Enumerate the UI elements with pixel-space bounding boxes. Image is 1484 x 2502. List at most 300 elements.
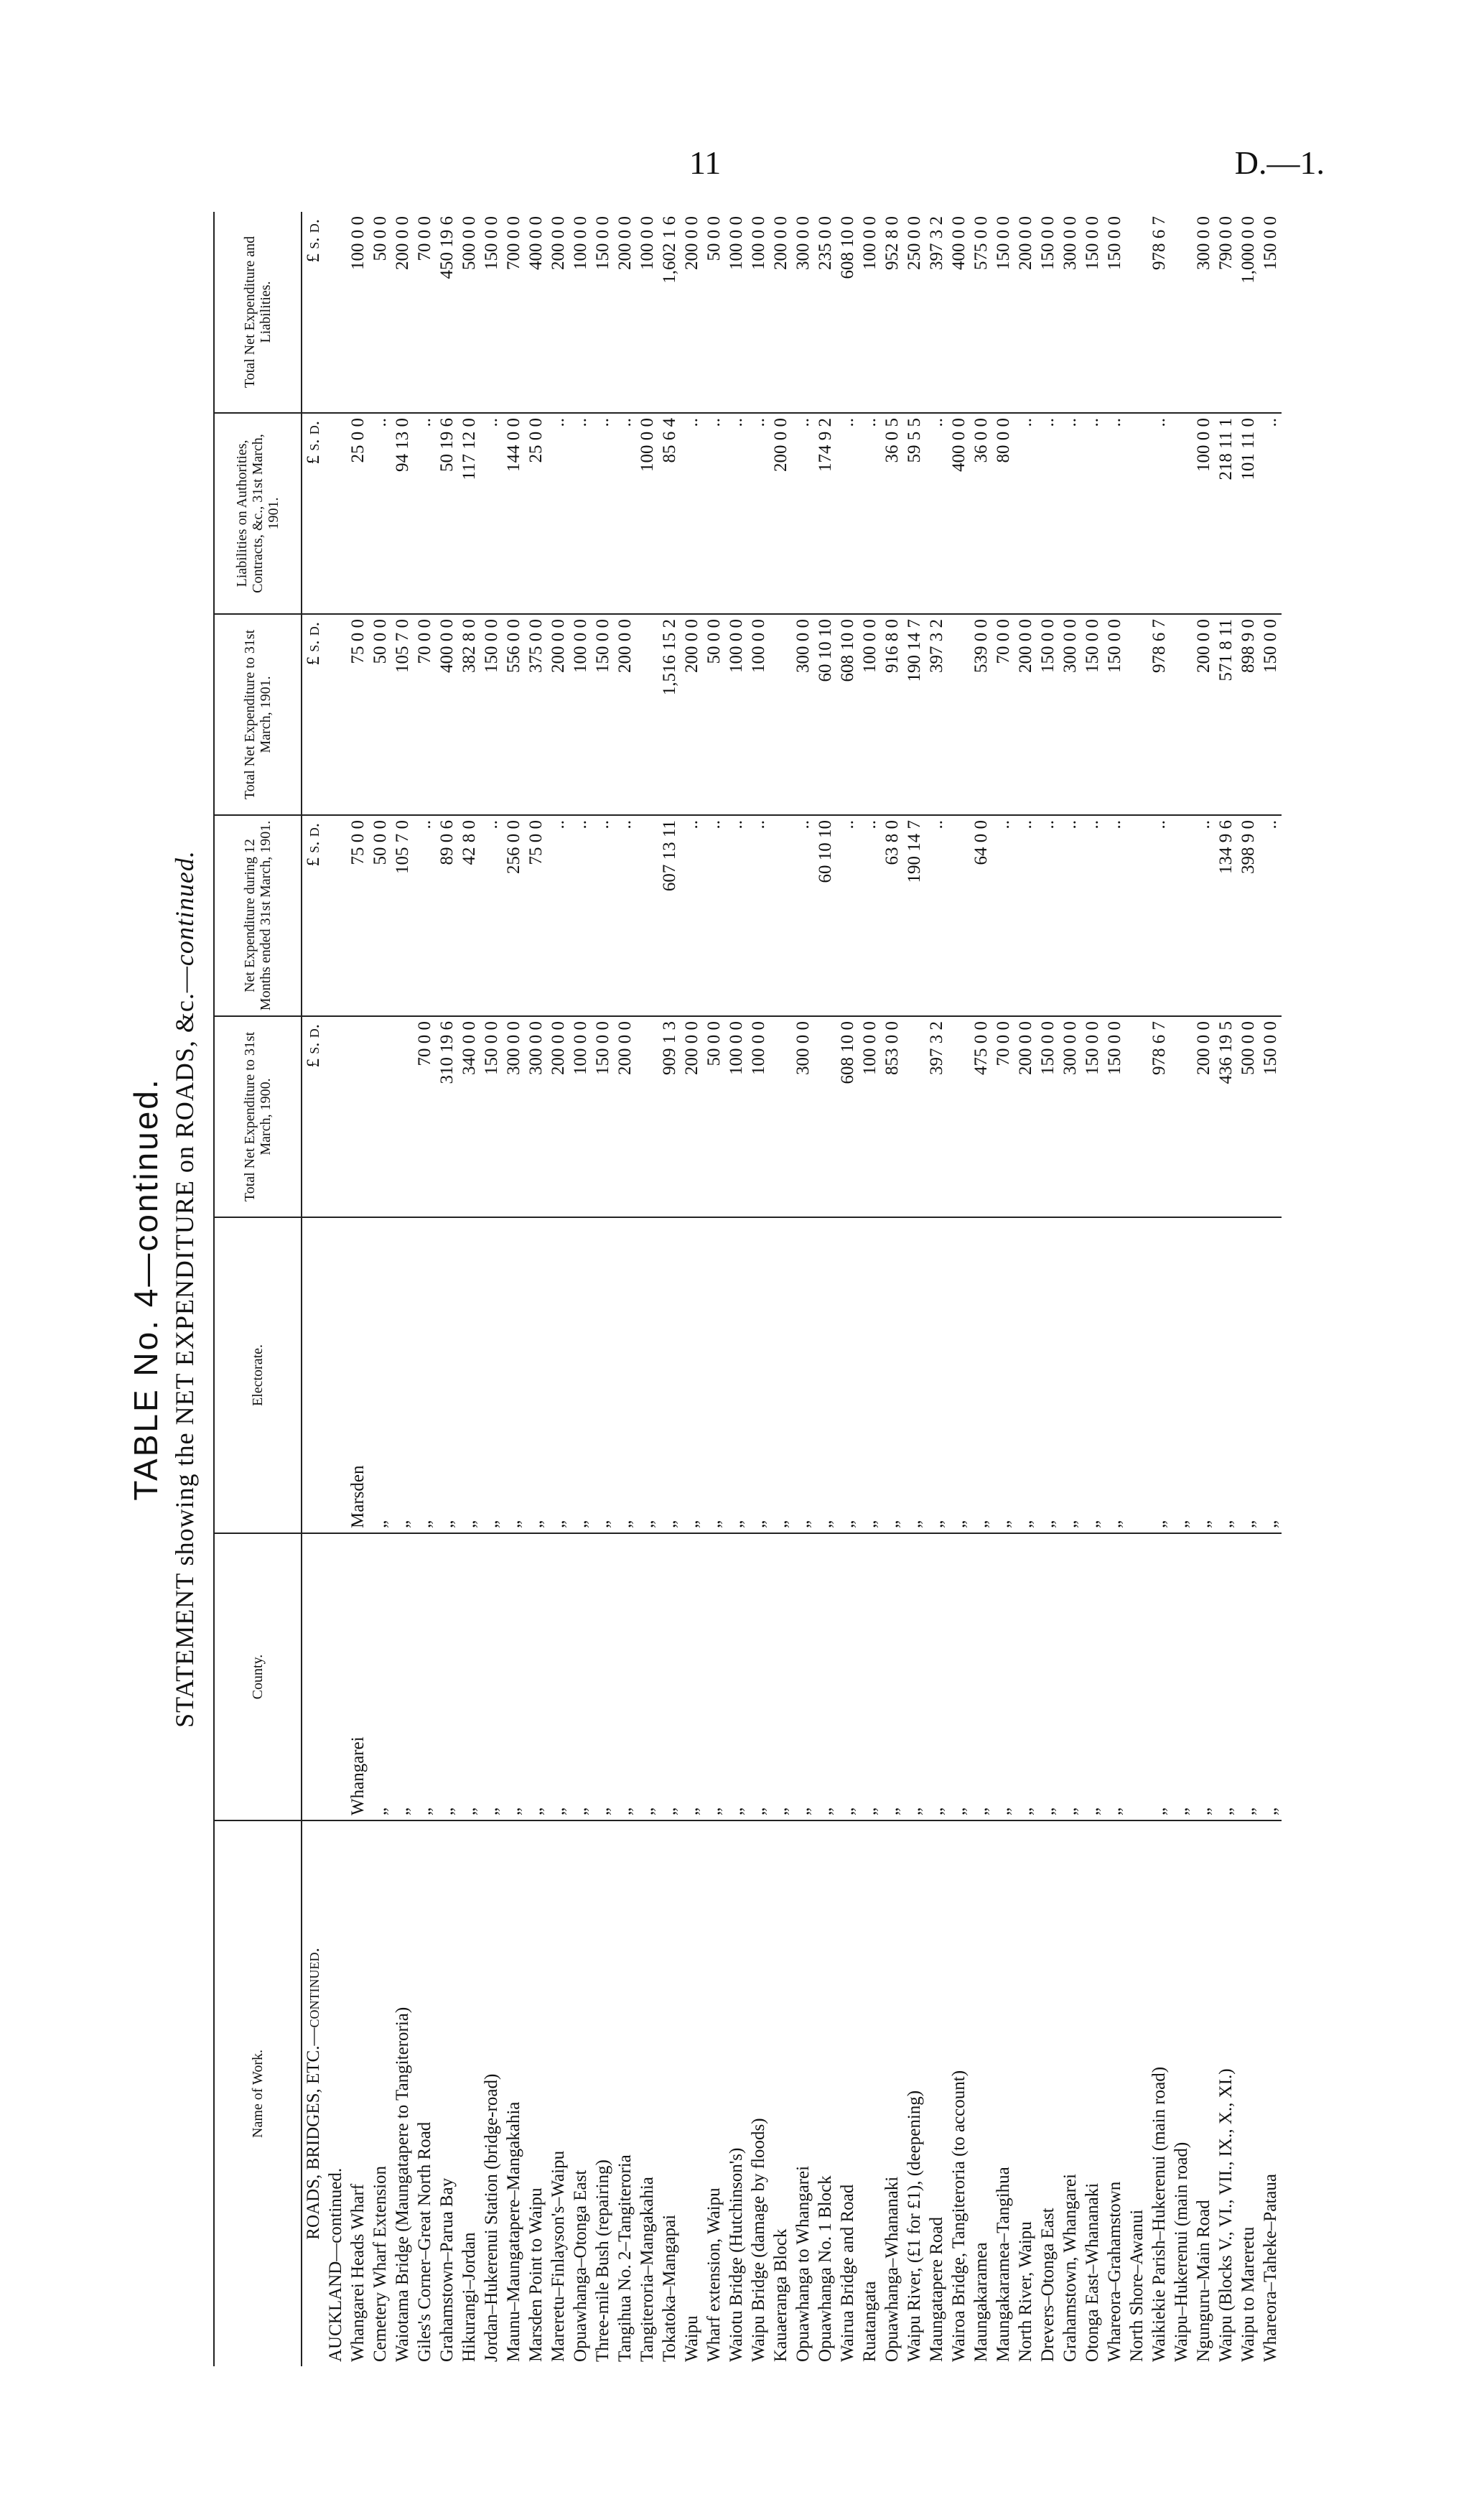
- cell-electorate: „: [948, 1217, 970, 1533]
- table-row: [881, 212, 903, 2366]
- cell-total-1900: 100 0 0: [859, 1016, 881, 1217]
- cell-work-name: Ngunguru–Main Road: [1194, 2200, 1213, 2362]
- section-row: [302, 212, 325, 2366]
- cell-net-12-months: 398 9 0: [1237, 815, 1259, 1016]
- cell-total-1901: [948, 614, 970, 815]
- table-row: [592, 212, 614, 2366]
- cell-total-with-liabilities: 100 0 0: [636, 212, 658, 413]
- cell-liabilities: ..: [1081, 413, 1103, 614]
- cell-net-12-months: ..: [1193, 815, 1215, 1016]
- cell-liabilities: 117 12 0: [458, 413, 480, 614]
- cell-liabilities: ..: [614, 413, 636, 614]
- cell-work-name: Ruatangata: [860, 2281, 879, 2362]
- cell-net-12-months: ..: [480, 815, 503, 1016]
- table-row: [1215, 212, 1237, 2366]
- cell-net-12-months: ..: [569, 815, 592, 1016]
- cell-county: „: [859, 1533, 881, 1820]
- cell-net-12-months: ..: [1259, 815, 1282, 1016]
- table-row: [814, 212, 836, 2366]
- cell-total-1901: [1126, 614, 1148, 815]
- cell-electorate: „: [881, 1217, 903, 1533]
- cell-county: „: [948, 1533, 970, 1820]
- cell-total-with-liabilities: [1126, 212, 1148, 413]
- cell-net-12-months: 190 14 7: [903, 815, 925, 1016]
- cell-total-1901: 556 0 0: [503, 614, 525, 815]
- cell-work-name: Marsden Point to Waipu: [526, 2187, 546, 2362]
- header-county: County.: [214, 1533, 302, 1820]
- cell-electorate: „: [658, 1217, 681, 1533]
- cell-net-12-months: ..: [1081, 815, 1103, 1016]
- cell-total-1900: 100 0 0: [569, 1016, 592, 1217]
- cell-total-1900: 853 0 0: [881, 1016, 903, 1217]
- cell-total-1901: 200 0 0: [547, 614, 569, 815]
- cell-county: „: [547, 1533, 569, 1820]
- cell-total-1901: 100 0 0: [725, 614, 747, 815]
- cell-liabilities: ..: [1259, 413, 1282, 614]
- cell-total-1901: 400 0 0: [436, 614, 458, 815]
- cell-county: „: [458, 1533, 480, 1820]
- cell-total-1900: 150 0 0: [1103, 1016, 1126, 1217]
- table-row: [948, 212, 970, 2366]
- cell-total-with-liabilities: [1170, 212, 1193, 413]
- cell-liabilities: 36 0 5: [881, 413, 903, 614]
- cell-liabilities: ..: [681, 413, 703, 614]
- cell-work-name: Whangarei Heads Wharf: [348, 2183, 368, 2362]
- cell-electorate: „: [1148, 1217, 1170, 1533]
- cell-net-12-months: ..: [1103, 815, 1126, 1016]
- cell-work-name: Waipu–Hukerenui (main road): [1172, 2141, 1191, 2362]
- cell-total-with-liabilities: 300 0 0: [1059, 212, 1081, 413]
- cell-work-name: Tangihua No. 2–Tangiteroria: [615, 2154, 635, 2362]
- cell-total-with-liabilities: 235 0 0: [814, 212, 836, 413]
- cell-total-with-liabilities: 952 8 0: [881, 212, 903, 413]
- expenditure-table: [213, 212, 1282, 2366]
- cell-total-1901: 898 9 0: [1237, 614, 1259, 815]
- cell-total-with-liabilities: 150 0 0: [992, 212, 1014, 413]
- cell-work-name: Kauaeranga Block: [771, 2228, 790, 2362]
- cell-work-name: Maungakaramea: [971, 2242, 991, 2362]
- header-row: [214, 212, 302, 2366]
- cell-total-1900: 100 0 0: [725, 1016, 747, 1217]
- cell-county: „: [592, 1533, 614, 1820]
- cell-electorate: „: [569, 1217, 592, 1533]
- cell-total-1900: 300 0 0: [503, 1016, 525, 1217]
- cell-liabilities: [1126, 413, 1148, 614]
- cell-total-with-liabilities: 300 0 0: [1193, 212, 1215, 413]
- lsd-heading: £ s. d.: [302, 815, 325, 1016]
- cell-electorate: „: [859, 1217, 881, 1533]
- table-row: [480, 212, 503, 2366]
- cell-work-name: Jordan–Hukerenui Station (bridge-road): [482, 2073, 501, 2362]
- cell-work-name: Whareora–Grahamstown: [1105, 2181, 1124, 2362]
- cell-county: „: [436, 1533, 458, 1820]
- cell-work-name: Whareora–Taheke–Pataua: [1261, 2174, 1280, 2362]
- cell-work-name: Grahamstown, Whangarei: [1060, 2174, 1080, 2362]
- cell-county: „: [1103, 1533, 1126, 1820]
- cell-net-12-months: ..: [1037, 815, 1059, 1016]
- cell-total-1901: 200 0 0: [681, 614, 703, 815]
- cell-total-1901: 150 0 0: [592, 614, 614, 815]
- cell-total-with-liabilities: 50 0 0: [703, 212, 725, 413]
- cell-electorate: „: [480, 1217, 503, 1533]
- cell-work-name: Opuawhanga–Whananaki: [882, 2176, 902, 2362]
- cell-county: „: [480, 1533, 503, 1820]
- cell-total-with-liabilities: 100 0 0: [725, 212, 747, 413]
- cell-county: „: [681, 1533, 703, 1820]
- cell-total-1900: 50 0 0: [703, 1016, 725, 1217]
- cell-county: „: [770, 1533, 792, 1820]
- table-row: [747, 212, 770, 2366]
- cell-liabilities: [1170, 413, 1193, 614]
- cell-net-12-months: 42 8 0: [458, 815, 480, 1016]
- cell-electorate: „: [1215, 1217, 1237, 1533]
- cell-total-with-liabilities: 150 0 0: [1259, 212, 1282, 413]
- cell-total-1900: 70 0 0: [414, 1016, 436, 1217]
- cell-net-12-months: ..: [992, 815, 1014, 1016]
- cell-total-with-liabilities: 100 0 0: [569, 212, 592, 413]
- cell-county: „: [1081, 1533, 1103, 1820]
- table-row: [1014, 212, 1037, 2366]
- cell-total-1900: 300 0 0: [525, 1016, 547, 1217]
- section-label: ROADS, BRIDGES, ETC.—continued.: [304, 1948, 323, 2240]
- cell-total-1901: 150 0 0: [1037, 614, 1059, 815]
- cell-total-with-liabilities: 700 0 0: [503, 212, 525, 413]
- cell-total-1900: 436 19 5: [1215, 1016, 1237, 1217]
- cell-work-name: Maungakaramea–Tangihua: [994, 2167, 1013, 2362]
- cell-total-1901: 150 0 0: [1103, 614, 1126, 815]
- page-number: 11: [689, 144, 722, 181]
- cell-total-1900: 475 0 0: [970, 1016, 992, 1217]
- cell-county: „: [925, 1533, 948, 1820]
- cell-work-name: Drevers–Otonga East: [1038, 2208, 1058, 2362]
- cell-total-1900: 397 3 2: [925, 1016, 948, 1217]
- cell-net-12-months: ..: [836, 815, 859, 1016]
- cell-net-12-months: 64 0 0: [970, 815, 992, 1016]
- cell-total-1900: [369, 1016, 391, 1217]
- cell-work-name: Wharf extension, Waipu: [704, 2187, 724, 2362]
- cell-net-12-months: 256 0 0: [503, 815, 525, 1016]
- cell-liabilities: 59 5 5: [903, 413, 925, 614]
- cell-total-1901: 397 3 2: [925, 614, 948, 815]
- cell-total-1900: [1170, 1016, 1193, 1217]
- cell-electorate: „: [770, 1217, 792, 1533]
- header-total-1901: Total Net Expenditure to 31st March, 1901.: [214, 614, 302, 815]
- cell-total-1900: 608 10 0: [836, 1016, 859, 1217]
- cell-total-1901: [770, 614, 792, 815]
- cell-net-12-months: 105 7 0: [391, 815, 414, 1016]
- cell-electorate: „: [391, 1217, 414, 1533]
- cell-total-1900: 200 0 0: [681, 1016, 703, 1217]
- table-row: [614, 212, 636, 2366]
- cell-total-1900: 200 0 0: [614, 1016, 636, 1217]
- cell-county: „: [792, 1533, 814, 1820]
- cell-county: „: [1237, 1533, 1259, 1820]
- cell-net-12-months: 89 0 6: [436, 815, 458, 1016]
- cell-net-12-months: ..: [681, 815, 703, 1016]
- header-liabilities: Liabilities on Authorities, Contracts, &c., 31st March, 1901.: [214, 413, 302, 614]
- table-row: [1148, 212, 1170, 2366]
- cell-work-name: Cemetery Wharf Extension: [370, 2165, 390, 2362]
- cell-total-1900: [903, 1016, 925, 1217]
- cell-total-with-liabilities: 200 0 0: [547, 212, 569, 413]
- cell-work-name: Waikiekie Parish–Hukerenui (main road): [1149, 2066, 1169, 2362]
- cell-total-1900: 909 1 3: [658, 1016, 681, 1217]
- cell-electorate: „: [369, 1217, 391, 1533]
- table-row: [992, 212, 1014, 2366]
- lsd-heading: £ s. d.: [302, 614, 325, 815]
- table-row: [525, 212, 547, 2366]
- cell-net-12-months: ..: [792, 815, 814, 1016]
- cell-liabilities: ..: [703, 413, 725, 614]
- cell-net-12-months: ..: [1148, 815, 1170, 1016]
- cell-total-1901: 571 8 11: [1215, 614, 1237, 815]
- cell-net-12-months: 134 9 6: [1215, 815, 1237, 1016]
- cell-liabilities: ..: [547, 413, 569, 614]
- cell-liabilities: 94 13 0: [391, 413, 414, 614]
- cell-liabilities: 200 0 0: [770, 413, 792, 614]
- cell-liabilities: ..: [369, 413, 391, 614]
- cell-net-12-months: [948, 815, 970, 1016]
- cell-total-1901: 70 0 0: [992, 614, 1014, 815]
- cell-net-12-months: 60 10 10: [814, 815, 836, 1016]
- cell-county: „: [503, 1533, 525, 1820]
- cell-electorate: „: [747, 1217, 770, 1533]
- cell-total-1901: 105 7 0: [391, 614, 414, 815]
- header-electorate: Electorate.: [214, 1217, 302, 1533]
- cell-liabilities: ..: [925, 413, 948, 614]
- cell-electorate: „: [703, 1217, 725, 1533]
- cell-work-name: Opuawhanga No. 1 Block: [816, 2175, 835, 2362]
- cell-total-1901: 50 0 0: [703, 614, 725, 815]
- cell-net-12-months: ..: [414, 815, 436, 1016]
- cell-county: „: [1259, 1533, 1282, 1820]
- lsd-heading: £ s. d.: [302, 212, 325, 413]
- cell-net-12-months: [1170, 815, 1193, 1016]
- cell-total-1900: 150 0 0: [480, 1016, 503, 1217]
- cell-county: „: [1170, 1533, 1193, 1820]
- cell-total-1901: 100 0 0: [747, 614, 770, 815]
- cell-total-with-liabilities: 200 0 0: [681, 212, 703, 413]
- table-row: [925, 212, 948, 2366]
- cell-electorate: „: [792, 1217, 814, 1533]
- cell-liabilities: 85 6 4: [658, 413, 681, 614]
- cell-net-12-months: ..: [547, 815, 569, 1016]
- cell-work-name: Waiotu Bridge (Hutchinson's): [727, 2147, 746, 2362]
- cell-net-12-months: 63 8 0: [881, 815, 903, 1016]
- cell-total-1900: 200 0 0: [1014, 1016, 1037, 1217]
- cell-county: „: [725, 1533, 747, 1820]
- cell-electorate: „: [836, 1217, 859, 1533]
- cell-liabilities: ..: [1059, 413, 1081, 614]
- cell-total-with-liabilities: 150 0 0: [1103, 212, 1126, 413]
- table-row: [569, 212, 592, 2366]
- cell-electorate: „: [503, 1217, 525, 1533]
- cell-county: „: [1037, 1533, 1059, 1820]
- cell-total-1900: 500 0 0: [1237, 1016, 1259, 1217]
- cell-electorate: „: [681, 1217, 703, 1533]
- cell-electorate: „: [725, 1217, 747, 1533]
- table-row: [859, 212, 881, 2366]
- cell-total-1900: 310 19 6: [436, 1016, 458, 1217]
- cell-electorate: „: [1081, 1217, 1103, 1533]
- table-body: [302, 212, 1282, 2366]
- cell-net-12-months: ..: [725, 815, 747, 1016]
- cell-total-with-liabilities: 150 0 0: [592, 212, 614, 413]
- cell-total-1900: 150 0 0: [1081, 1016, 1103, 1217]
- cell-total-1901: 200 0 0: [1193, 614, 1215, 815]
- cell-total-with-liabilities: 608 10 0: [836, 212, 859, 413]
- table-row: [836, 212, 859, 2366]
- cell-work-name: Mareretu–Finlayson's–Waipu: [549, 2150, 568, 2362]
- table-row: [1059, 212, 1081, 2366]
- cell-county: Whangarei: [347, 1533, 369, 1820]
- cell-total-1900: 978 6 7: [1148, 1016, 1170, 1217]
- table-row: [770, 212, 792, 2366]
- cell-county: „: [881, 1533, 903, 1820]
- cell-work-name: Waiotama Bridge (Maungatapere to Tangiteroria): [393, 2006, 412, 2362]
- cell-total-1901: 1,516 15 2: [658, 614, 681, 815]
- cell-total-1900: 300 0 0: [1059, 1016, 1081, 1217]
- cell-total-with-liabilities: 100 0 0: [747, 212, 770, 413]
- cell-net-12-months: ..: [614, 815, 636, 1016]
- cell-total-1900: [636, 1016, 658, 1217]
- cell-net-12-months: ..: [592, 815, 614, 1016]
- cell-electorate: „: [1237, 1217, 1259, 1533]
- cell-county: „: [1193, 1533, 1215, 1820]
- cell-county: „: [814, 1533, 836, 1820]
- cell-total-1901: 150 0 0: [1081, 614, 1103, 815]
- cell-total-1900: 150 0 0: [592, 1016, 614, 1217]
- cell-liabilities: 80 0 0: [992, 413, 1014, 614]
- cell-total-1900: [770, 1016, 792, 1217]
- cell-work-name: Opuawhanga to Whangarei: [793, 2165, 813, 2362]
- cell-net-12-months: 607 13 11: [658, 815, 681, 1016]
- cell-total-1901: 190 14 7: [903, 614, 925, 815]
- cell-county: [1126, 1533, 1148, 1820]
- table-row: [636, 212, 658, 2366]
- cell-electorate: „: [1037, 1217, 1059, 1533]
- cell-total-with-liabilities: 250 0 0: [903, 212, 925, 413]
- cell-work-name: Waipu (Blocks V., VI., VII., IX., X., XI.): [1216, 2068, 1236, 2362]
- cell-total-with-liabilities: 400 0 0: [525, 212, 547, 413]
- table-row: [658, 212, 681, 2366]
- cell-work-name: North Shore–Awanui: [1127, 2209, 1147, 2362]
- cell-work-name: Tangiteroria–Mangakahia: [638, 2177, 657, 2362]
- cell-work-name: North River, Waipu: [1016, 2221, 1035, 2362]
- table-row: [792, 212, 814, 2366]
- cell-county: „: [1148, 1533, 1170, 1820]
- cell-liabilities: ..: [836, 413, 859, 614]
- cell-county: „: [525, 1533, 547, 1820]
- cell-total-with-liabilities: 100 0 0: [859, 212, 881, 413]
- cell-total-with-liabilities: 100 0 0: [347, 212, 369, 413]
- cell-total-with-liabilities: 150 0 0: [480, 212, 503, 413]
- cell-work-name: Wairoa Bridge, Tangiteroria (to account): [949, 2070, 969, 2362]
- cell-net-12-months: ..: [925, 815, 948, 1016]
- cell-liabilities: 25 0 0: [525, 413, 547, 614]
- cell-liabilities: 50 19 6: [436, 413, 458, 614]
- cell-work-name: Maunu–Maungatapere–Mangakahia: [504, 2101, 523, 2362]
- cell-total-1901: 70 0 0: [414, 614, 436, 815]
- cell-total-with-liabilities: 1,602 1 6: [658, 212, 681, 413]
- cell-county: „: [1215, 1533, 1237, 1820]
- cell-total-1900: 150 0 0: [1037, 1016, 1059, 1217]
- cell-liabilities: 218 11 1: [1215, 413, 1237, 614]
- cell-electorate: „: [1059, 1217, 1081, 1533]
- header-net-12-months: Net Expenditure during 12 Months ended 31st March, 1901.: [214, 815, 302, 1016]
- cell-electorate: „: [1103, 1217, 1126, 1533]
- rotated-table-block: [126, 212, 1289, 2366]
- cell-electorate: „: [436, 1217, 458, 1533]
- cell-liabilities: ..: [569, 413, 592, 614]
- cell-liabilities: 100 0 0: [1193, 413, 1215, 614]
- cell-electorate: „: [814, 1217, 836, 1533]
- cell-county: „: [747, 1533, 770, 1820]
- cell-liabilities: 100 0 0: [636, 413, 658, 614]
- header-total-with-liabilities: Total Net Expenditure and Liabilities.: [214, 212, 302, 413]
- cell-total-with-liabilities: 575 0 0: [970, 212, 992, 413]
- cell-total-with-liabilities: 200 0 0: [1014, 212, 1037, 413]
- cell-county: „: [703, 1533, 725, 1820]
- cell-total-1901: 539 0 0: [970, 614, 992, 815]
- cell-electorate: „: [903, 1217, 925, 1533]
- subtitle-italic: continued.: [170, 850, 199, 967]
- table-row: [503, 212, 525, 2366]
- table-row: [681, 212, 703, 2366]
- cell-liabilities: 25 0 0: [347, 413, 369, 614]
- cell-electorate: „: [458, 1217, 480, 1533]
- cell-liabilities: ..: [414, 413, 436, 614]
- cell-total-with-liabilities: 1,000 0 0: [1237, 212, 1259, 413]
- cell-total-1900: [948, 1016, 970, 1217]
- table-row: [1237, 212, 1259, 2366]
- cell-work-name: Tokatoka–Mangapai: [660, 2214, 679, 2362]
- table-row: [1103, 212, 1126, 2366]
- cell-total-1901: 50 0 0: [369, 614, 391, 815]
- cell-total-1900: [347, 1016, 369, 1217]
- cell-total-1900: 340 0 0: [458, 1016, 480, 1217]
- header-name-of-work: Name of Work.: [214, 1820, 302, 2366]
- cell-total-with-liabilities: 397 3 2: [925, 212, 948, 413]
- cell-work-name: Opuawhanga–Otonga East: [571, 2170, 590, 2362]
- cell-total-1901: 200 0 0: [1014, 614, 1037, 815]
- cell-electorate: [1126, 1217, 1148, 1533]
- cell-total-1901: 60 10 10: [814, 614, 836, 815]
- cell-work-name: Waipu Bridge (damage by floods): [749, 2118, 768, 2362]
- cell-total-with-liabilities: 50 0 0: [369, 212, 391, 413]
- cell-total-1901: 75 0 0: [347, 614, 369, 815]
- cell-total-1900: [391, 1016, 414, 1217]
- table-row: [369, 212, 391, 2366]
- cell-electorate: „: [1170, 1217, 1193, 1533]
- cell-total-with-liabilities: 500 0 0: [458, 212, 480, 413]
- cell-net-12-months: ..: [747, 815, 770, 1016]
- cell-net-12-months: ..: [703, 815, 725, 1016]
- table-row: [414, 212, 436, 2366]
- table-row: [1081, 212, 1103, 2366]
- cell-county: „: [369, 1533, 391, 1820]
- cell-total-with-liabilities: 200 0 0: [391, 212, 414, 413]
- lsd-heading: £ s. d.: [302, 1016, 325, 1217]
- cell-liabilities: ..: [1103, 413, 1126, 614]
- cell-net-12-months: ..: [1014, 815, 1037, 1016]
- cell-liabilities: ..: [792, 413, 814, 614]
- cell-total-1901: 100 0 0: [569, 614, 592, 815]
- cell-total-1901: 382 8 0: [458, 614, 480, 815]
- cell-work-name: Waipu River, (£1 for £1), (deepening): [905, 2090, 924, 2362]
- cell-electorate: „: [1193, 1217, 1215, 1533]
- cell-county: „: [614, 1533, 636, 1820]
